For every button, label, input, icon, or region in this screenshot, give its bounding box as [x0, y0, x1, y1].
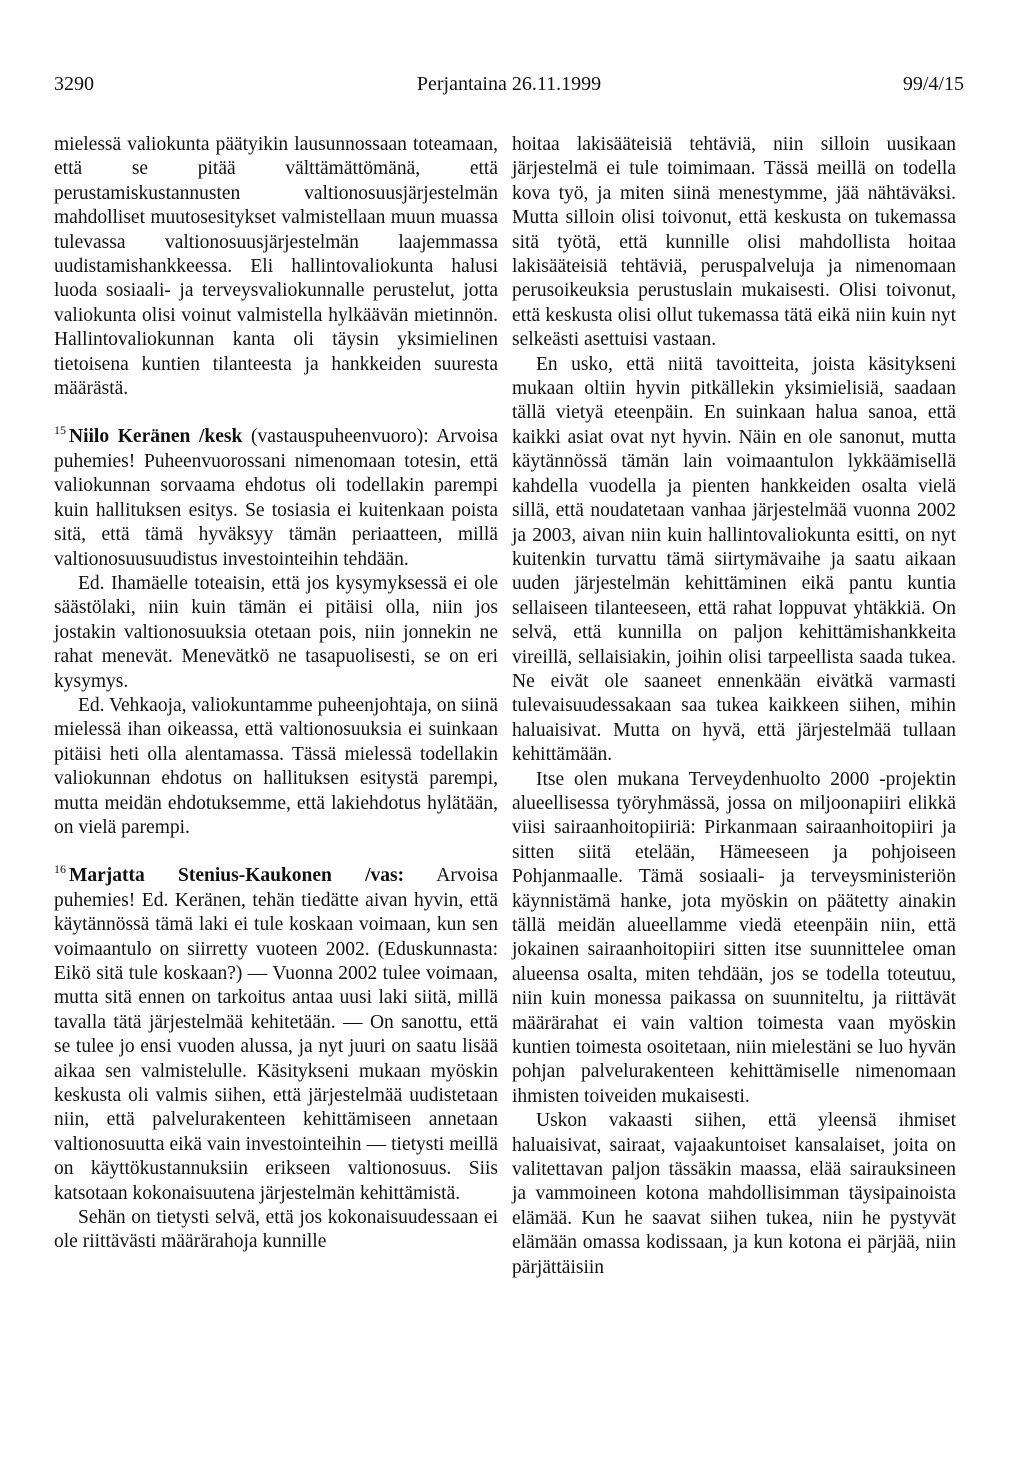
speech-number: 16	[54, 862, 66, 877]
speech-number: 15	[54, 423, 66, 438]
paragraph: Sehän on tietysti selvä, että jos kokonaisuudessaan ei ole riittävästi määrärahoja kunnille	[54, 1207, 498, 1253]
paragraph: Ed. Ihamäelle toteaisin, että jos kysymyksessä ei ole säästölaki, niin kuin tämän ei pitäisi olla, niin jos jostakin valtionosuuksia otetaan pois, niin jonnekin ne rahat menevät. Menevätkö ne tasapuolisesti, se on eri kysymys.	[54, 572, 498, 692]
speech-text: Arvoisa puhemies! Ed. Keränen, tehän tiedätte aivan hyvin, että käytännössä tämä laki ei tule koskaan voimaan, kun sen voimaantulo on siirretty vuoteen 2002. (Eduskunnasta: Eikö sitä tule koskaan?) — Vuonna 2002 tulee voimaan, mutta sitä ennen on tarkoitus antaa uusi laki siitä, millä tavalla tätä järjestelmää kehitetään. — On sanottu, että se tulee jo ensi vuoden alussa, ja nyt juuri on saatu lisää aikaa sen valmistelulle. Käsitykseni mukaan myöskin keskusta oli valmis siihen, että järjestelmää uudistetaan niin, että palvelurakenteen kehittämiseen annetaan valtionosuutta eikä vain investointeihin — tietysti meillä on käyttökustannuksiin erikseen valtionosuus. Siis katsotaan kokonaisuutena järjestelmän kehittämistä.	[54, 865, 498, 1204]
right-column	[512, 133, 956, 1280]
speaker-name: Niilo Keränen /kesk	[69, 426, 243, 448]
session-date: Perjantaina 26.11.1999	[416, 73, 602, 95]
paragraph: mielessä valiokunta päätyikin lausunnossaan toteamaan, että se pitää välttämättömänä, että perustamiskustannusten valtionosuusjärjestelmän mahdolliset muutosesitykset valmistellaan muun muassa tulevassa valtionosuusjärjestelmän laajemmassa uudistamishankkeessa. Eli hallintovaliokunta halusi luoda sosiaali- ja terveysvaliokunnalle perustelut, jotta valiokunta olisi voinut valmistella hylkäävän mietinnön. Hallintovaliokunnan kanta oli täysin yksimielinen tietoisena kuntien tilanteesta ja hankkeiden suuresta määrästä.	[54, 134, 498, 400]
speech-16	[54, 864, 498, 1206]
paragraph: En usko, että niitä tavoitteita, joista käsitykseni mukaan oltiin hyvin pitkällekin yksimielisiä, saadaan tällä vietyä eteenpäin. En suinkaan halua sanoa, että kaikki asiat ovat nyt hyvin. Näin en ole sanonut, mutta käytännössä tämän lain voimaantulon lykkäämisellä kahdella vuodella ja pienten hankkeiden osalta vielä sillä, että noudatetaan vanhaa järjestelmää vuonna 2002 ja 2003, aivan niin kuin hallintovaliokunta esitti, on nyt kuitenkin turvattu tämä siirtymävaihe ja saatu aikaan uuden järjestelmän kehittäminen eikä pantu kuntia sellaiseen tilanteeseen, että rahat loppuvat yhtäkkiä. On selvä, että kunnilla on paljon kehittämishankkeita vireillä, sellaisiakin, joihin olisi tarpeellista saada tukea. Ne eivät ole saaneet ennenkään eivätkä varmasti tulevaisuudessakaan saa tukea kaikkeen siihen, mihin haluaisivat. Mutta on hyvä, että järjestelmää tullaan kehittämään.	[512, 353, 956, 766]
paragraph: Itse olen mukana Terveydenhuolto 2000 -projektin alueellisessa työryhmässä, jossa on miljoonapiiri elikkä viisi sairaanhoitopiiriä: Pirkanmaan sairaanhoitopiiri ja sitten siitä etelään, Hämeeseen ja pohjoiseen Pohjanmaalle. Tämä sosiaali- ja terveysministeriön käynnistämä hanke, jota myöskin on päätetty ainakin tällä meidän alueellamme viedä eteenpäin niin, että jokainen sairaanhoitopiiri sitten itse suunnittelee oman alueensa osalta, miten tehdään, jos se todella toteutuu, niin kuin monessa paikassa on suunniteltu, ja riittävät määrärahat ei vain valtion toimesta vaan myöskin kuntien toimesta osoitetaan, niin mielestäni se luo hyvän pohjan palvelurakenteen kehittämiselle nimenomaan ihmisten toiveiden mukaisesti.	[512, 768, 956, 1107]
speech-15	[54, 425, 498, 571]
document-reference: 99/4/15	[902, 73, 964, 95]
paragraph: Uskon vakaasti siihen, että yleensä ihmiset haluaisivat, sairaat, vajaakuntoiset kansalaiset, joita on valitettavan paljon tässäkin maassa, elää sairauksineen ja vammoineen kotona mahdollisimman täysipainoista elämää. Kun he saavat siihen tukea, niin he pystyvät elämään omassa kodissaan, ja kun kotona ei pärjää, niin pärjättäisiin	[512, 1110, 956, 1278]
page-number: 3290	[54, 73, 94, 95]
paragraph: Ed. Vehkaoja, valiokuntamme puheenjohtaja, on siinä mielessä ihan oikeassa, että valtionosuuksia ei suinkaan pitäisi heti olla alentamassa. Tässä mielessä todellakin valiokunnan ehdotus on hallituksen esitystä parempi, mutta meidän ehdotuksemme, että lakiehdotus hylätään, on vielä parempi.	[54, 694, 498, 838]
left-column	[54, 133, 498, 1255]
speaker-name: Marjatta Stenius-Kaukonen /vas:	[69, 865, 405, 887]
speech-text: (vastauspuheenvuoro): Arvoisa puhemies! Puheenvuorossani nimenomaan totesin, että valiokunnan sorvaama ehdotus oli todellakin parempi kuin hallituksen esitys. Se tosiasia ei kuitenkaan poista sitä, että tämä hyväksyy tämän periaatteen, millä valtionosuusuudistus investointeihin tehdään.	[54, 426, 499, 570]
paragraph: hoitaa lakisääteisiä tehtäviä, niin silloin uusikaan järjestelmä ei tule toimimaan. Tässä meillä on todella kova työ, ja miten siinä menestymme, jää nähtäväksi. Mutta silloin olisi toivonut, että keskusta on tukemassa sitä työtä, että kunnille olisi mahdollista hoitaa lakisääteisiä tehtäviä, peruspalveluja ja nimenomaan perusoikeuksia perustuslain mukaisesti. Olisi toivonut, että keskusta olisi ollut tukemassa tätä eikä niin kuin nyt selkeästi asettuisi vastaan.	[512, 134, 956, 351]
